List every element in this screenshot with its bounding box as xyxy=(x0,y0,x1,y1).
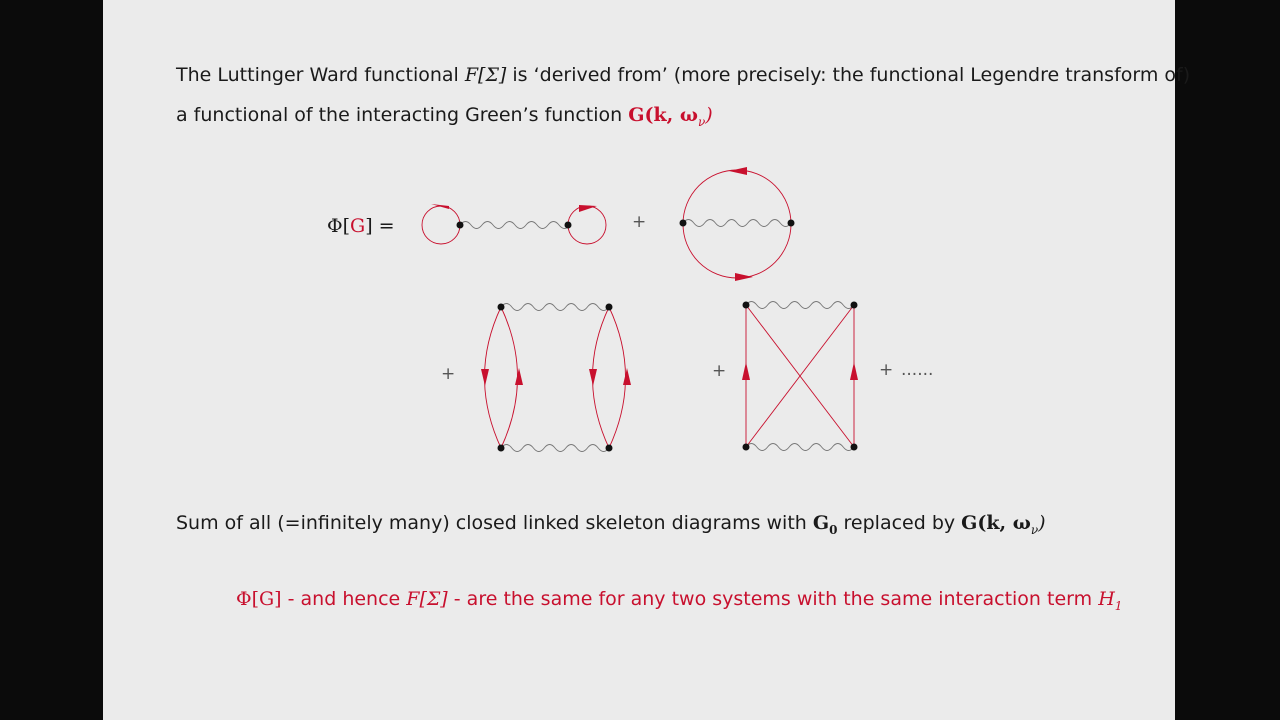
plus-sign-2: + xyxy=(441,364,456,384)
diagram-ladder xyxy=(481,304,631,452)
arrow-up-left xyxy=(515,368,523,385)
intro-text-2a: a functional of the interacting Green’s function xyxy=(176,104,623,126)
vertex xyxy=(743,444,750,451)
wavy-bottom-4 xyxy=(746,444,854,451)
vertex xyxy=(606,445,613,452)
fermion-left-b xyxy=(501,307,518,448)
vertex xyxy=(498,445,505,452)
vertex xyxy=(788,220,795,227)
arrow-bottom xyxy=(735,273,753,281)
plus-sign-3: + xyxy=(712,361,727,381)
sum-text-a: Sum of all (=infinitely many) closed linked skeleton diagrams with xyxy=(176,512,807,534)
vertex xyxy=(851,444,858,451)
sum-text-b: replaced by xyxy=(843,512,956,534)
luttinger-ward-functional-symbol: F[Σ] xyxy=(464,64,507,86)
vertex xyxy=(457,222,464,229)
plus-sign-1: + xyxy=(632,212,647,232)
ellipsis: ...... xyxy=(901,360,934,380)
g-symbol: G(k, $\omega_\nu$) xyxy=(961,512,1046,537)
plus-sign-4: + xyxy=(879,360,894,380)
vertex xyxy=(606,304,613,311)
conclusion-text-b: - are the same for any two systems with the same interaction term xyxy=(453,588,1093,610)
vertex xyxy=(565,222,572,229)
wavy-top-3 xyxy=(501,304,609,311)
vertex xyxy=(680,220,687,227)
conclusion-text-a: - and hence xyxy=(287,588,401,610)
vertex xyxy=(498,304,505,311)
circle-loop xyxy=(683,170,791,278)
green-function-symbol: G(k, $\omega_\nu$) xyxy=(628,104,713,129)
arrow-down-left xyxy=(481,369,489,386)
diagram-crossed xyxy=(742,302,858,451)
intro-text-1a: The Luttinger Ward functional xyxy=(176,64,459,86)
vertex xyxy=(851,302,858,309)
wavy-top-4 xyxy=(746,302,854,309)
arrow-down-right xyxy=(589,369,597,386)
h1-symbol: $H_1$ xyxy=(1098,588,1123,613)
wavy-propagator-1 xyxy=(460,222,570,229)
arrow-up-left-vertical xyxy=(742,362,750,380)
conclusion-line xyxy=(236,588,1122,613)
sum-line xyxy=(176,512,1046,537)
phi-of-g-label: Φ[G] = xyxy=(327,215,395,237)
wavy-propagator-2 xyxy=(683,220,791,227)
intro-text-1b: is ‘derived from’ (more precisely: the functional Legendre transform of) xyxy=(512,64,1191,86)
f-sigma-symbol: F[Σ] xyxy=(406,588,448,610)
arrow-top xyxy=(729,167,747,175)
arrow-up-right xyxy=(623,368,631,385)
fermion-right-b xyxy=(609,307,626,448)
left-loop xyxy=(422,206,460,244)
diagram-circle xyxy=(680,167,795,281)
vertex xyxy=(743,302,750,309)
g0-symbol: $G_0$ xyxy=(812,512,838,537)
slide xyxy=(103,0,1191,720)
diagram-dumbbell xyxy=(422,204,606,244)
arrow-right-loop xyxy=(579,205,597,212)
arrow-up-right-vertical xyxy=(850,362,858,380)
arrow-left-loop xyxy=(431,204,449,209)
right-loop xyxy=(568,206,606,244)
wavy-bottom-3 xyxy=(501,445,609,452)
phi-g-symbol: Φ[G] xyxy=(236,588,282,610)
